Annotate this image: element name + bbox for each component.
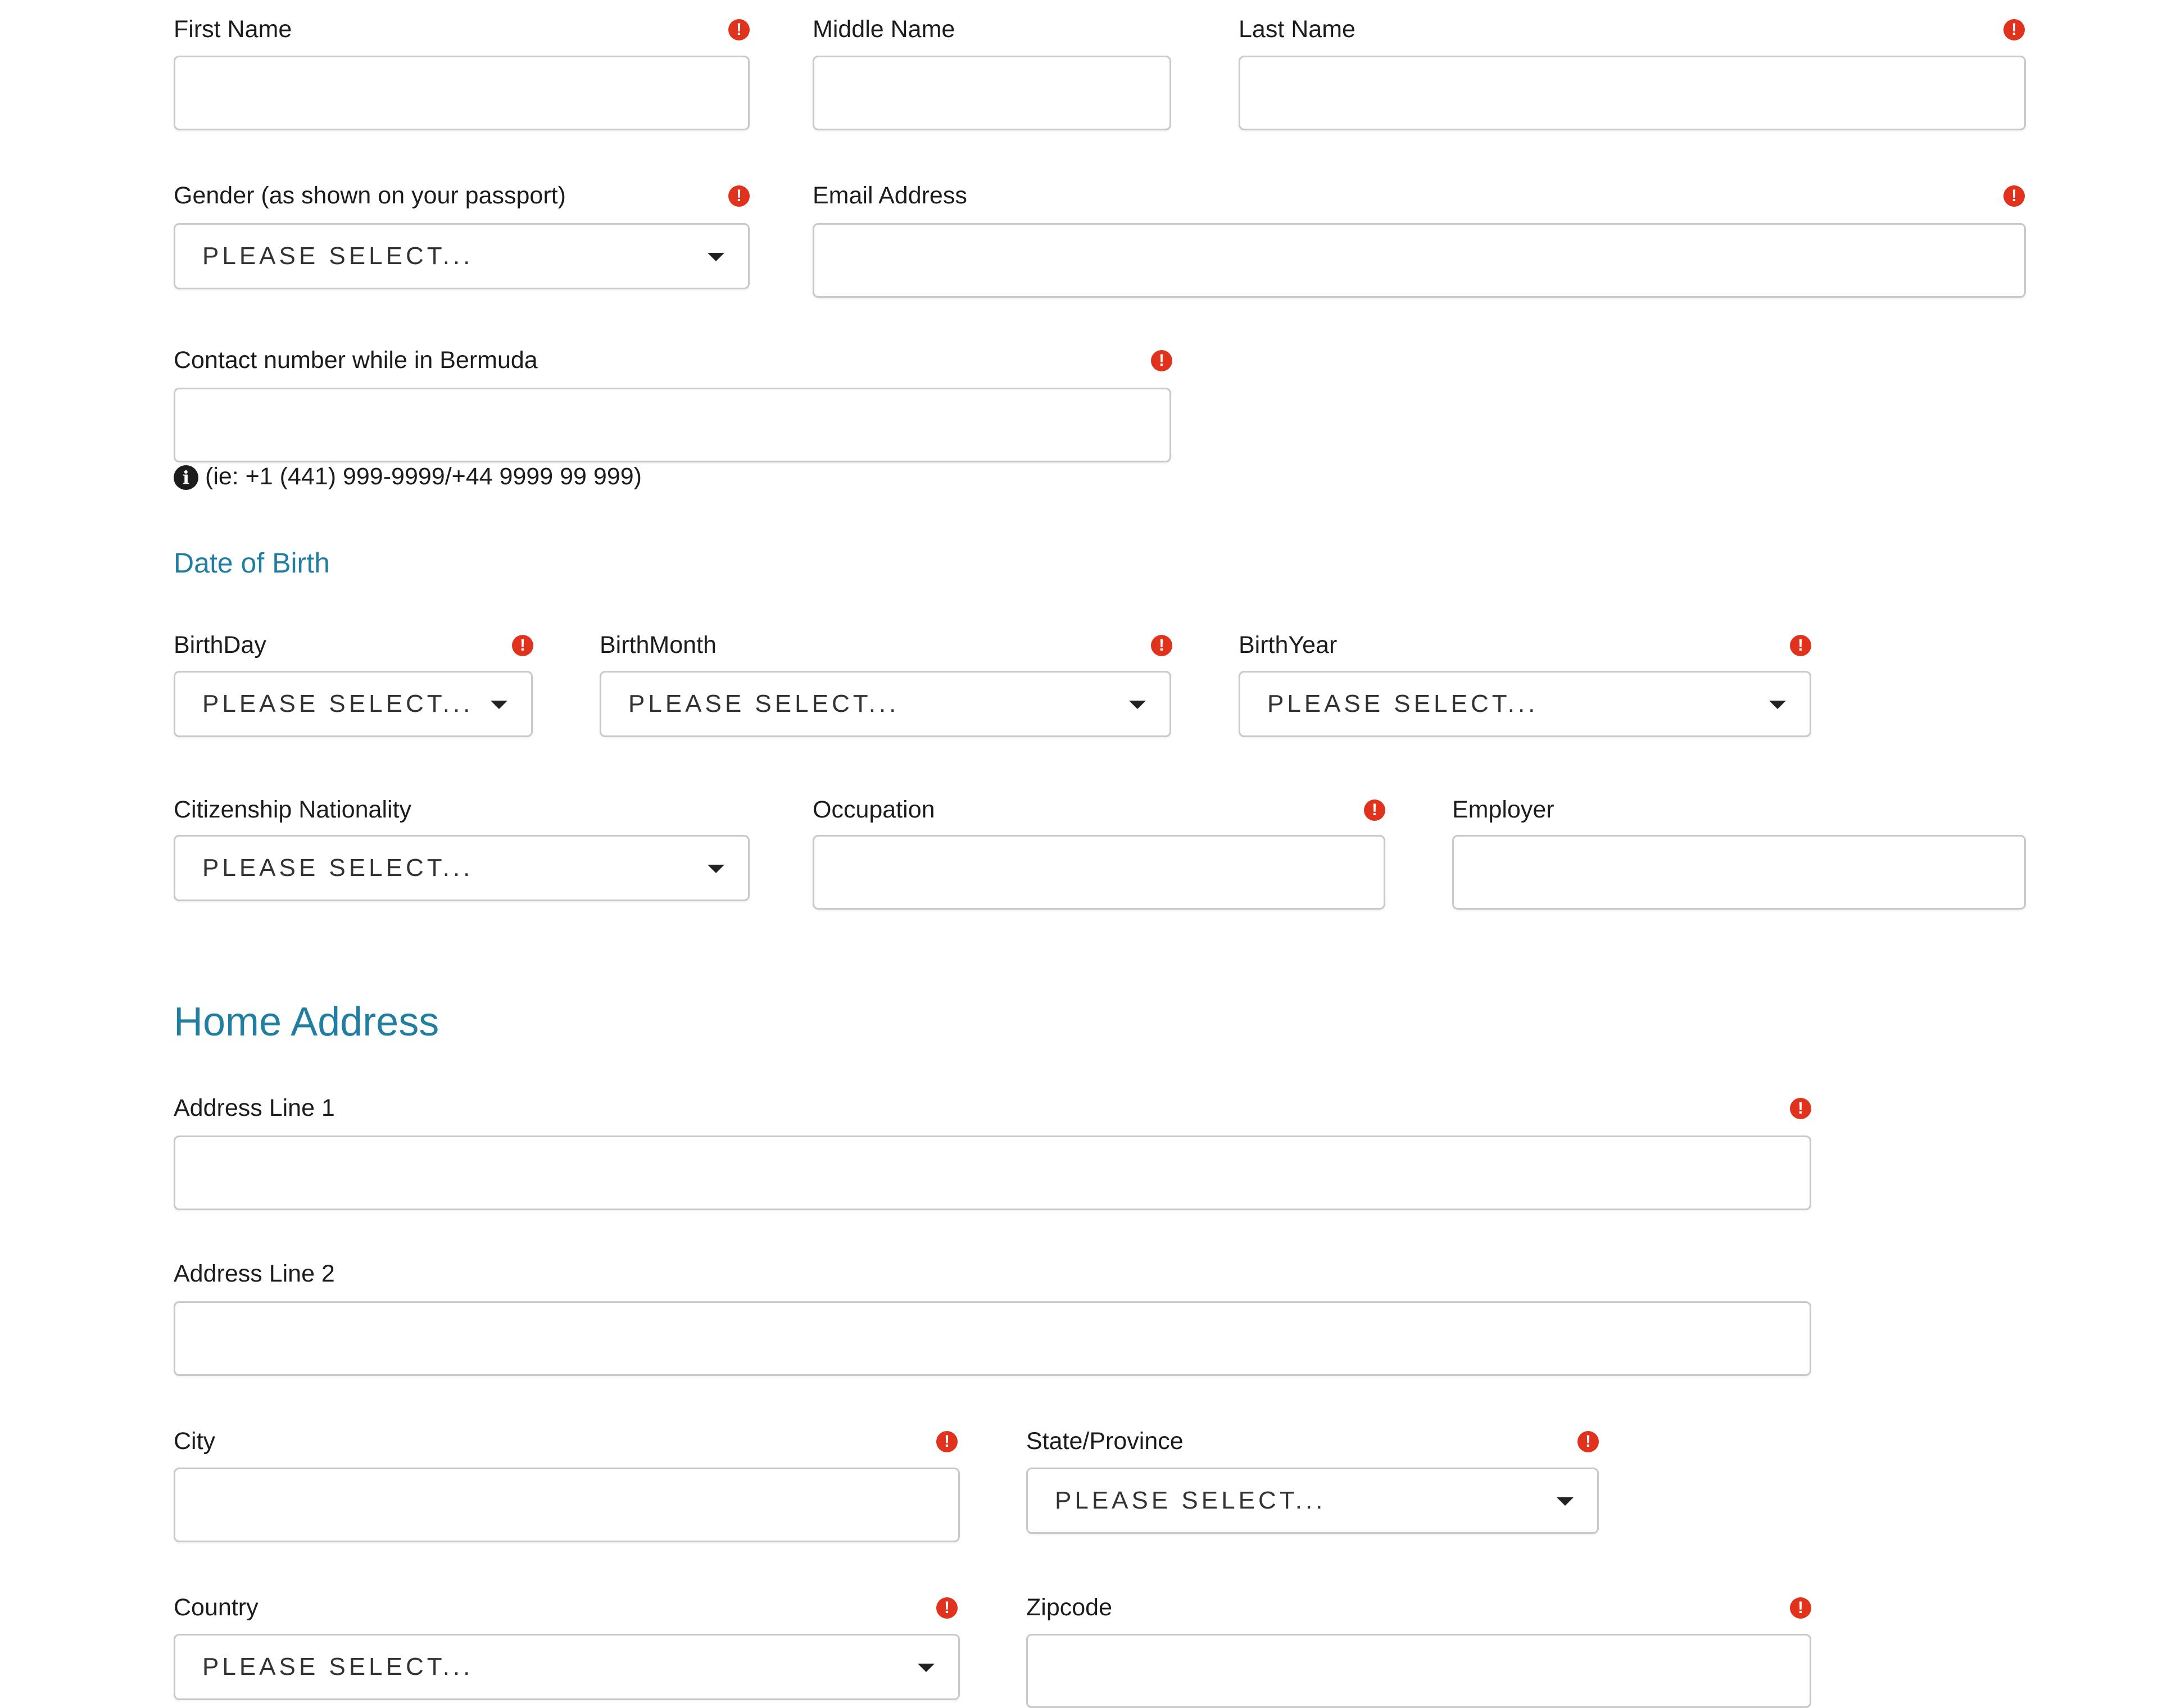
birth-month-select[interactable]: [600, 671, 1171, 737]
date-of-birth-heading: Date of Birth: [174, 547, 330, 579]
chevron-down-icon: [491, 701, 507, 709]
state-province-required-icon: !: [1577, 1431, 1599, 1452]
birth-day-select[interactable]: [174, 671, 533, 737]
last-name-required-icon: !: [2003, 19, 2025, 40]
birth-day-label: BirthDay: [174, 632, 266, 658]
occupation-label: Occupation: [813, 796, 935, 823]
city-label: City: [174, 1428, 216, 1455]
chevron-down-icon: [1557, 1497, 1574, 1506]
address-line-2-input[interactable]: [174, 1301, 1811, 1376]
contact-number-input[interactable]: [174, 388, 1171, 462]
contact-number-label: Contact number while in Bermuda: [174, 347, 538, 374]
address-line-1-label: Address Line 1: [174, 1094, 335, 1121]
chevron-down-icon: [1129, 701, 1146, 709]
home-address-heading: Home Address: [174, 1000, 439, 1044]
zipcode-input[interactable]: [1026, 1634, 1811, 1708]
birth-year-label: BirthYear: [1239, 632, 1338, 658]
address-line-1-required-icon: !: [1790, 1098, 1811, 1119]
citizenship-label: Citizenship Nationality: [174, 796, 412, 823]
state-province-select-value: PLEASE SELECT...: [1055, 1487, 1326, 1514]
first-name-required-icon: !: [728, 19, 750, 40]
birth-month-select-value: PLEASE SELECT...: [628, 690, 900, 717]
citizenship-select[interactable]: [174, 835, 750, 901]
state-province-label: State/Province: [1026, 1428, 1184, 1455]
birth-year-select-value: PLEASE SELECT...: [1267, 690, 1539, 717]
middle-name-input[interactable]: [813, 56, 1171, 130]
employer-input[interactable]: [1452, 835, 2026, 910]
employer-label: Employer: [1452, 796, 1554, 823]
chevron-down-icon: [708, 253, 724, 261]
country-required-icon: !: [936, 1597, 958, 1619]
gender-select[interactable]: [174, 223, 750, 289]
email-label: Email Address: [813, 182, 967, 209]
contact-number-required-icon: !: [1151, 350, 1172, 371]
city-input[interactable]: [174, 1468, 960, 1542]
contact-number-help-text: (ie: +1 (441) 999-9999/+44 9999 99 999): [205, 463, 642, 490]
gender-select-value: PLEASE SELECT...: [202, 242, 474, 270]
country-select[interactable]: [174, 1634, 960, 1700]
birth-day-select-value: PLEASE SELECT...: [202, 690, 474, 717]
middle-name-label: Middle Name: [813, 16, 955, 43]
zipcode-required-icon: !: [1790, 1597, 1811, 1619]
last-name-input[interactable]: [1239, 56, 2026, 130]
country-label: Country: [174, 1594, 259, 1621]
email-input[interactable]: [813, 223, 2026, 298]
chevron-down-icon: [1769, 701, 1786, 709]
citizenship-select-value: PLEASE SELECT...: [202, 854, 474, 882]
birth-year-required-icon: !: [1790, 635, 1811, 656]
birth-year-select[interactable]: [1239, 671, 1811, 737]
city-required-icon: !: [936, 1431, 958, 1452]
zipcode-label: Zipcode: [1026, 1594, 1112, 1621]
occupation-input[interactable]: [813, 835, 1385, 910]
gender-label: Gender (as shown on your passport): [174, 182, 566, 209]
birth-month-required-icon: !: [1151, 635, 1172, 656]
chevron-down-icon: [708, 865, 724, 873]
chevron-down-icon: [918, 1664, 935, 1672]
info-icon: i: [174, 465, 198, 490]
address-line-1-input[interactable]: [174, 1135, 1811, 1210]
country-select-value: PLEASE SELECT...: [202, 1653, 474, 1680]
email-required-icon: !: [2003, 185, 2025, 207]
state-province-select[interactable]: [1026, 1468, 1599, 1534]
first-name-input[interactable]: [174, 56, 750, 130]
gender-required-icon: !: [728, 185, 750, 207]
occupation-required-icon: !: [1364, 800, 1385, 821]
birth-day-required-icon: !: [512, 635, 533, 656]
birth-month-label: BirthMonth: [600, 632, 717, 658]
last-name-label: Last Name: [1239, 16, 1355, 43]
address-line-2-label: Address Line 2: [174, 1260, 335, 1287]
first-name-label: First Name: [174, 16, 292, 43]
